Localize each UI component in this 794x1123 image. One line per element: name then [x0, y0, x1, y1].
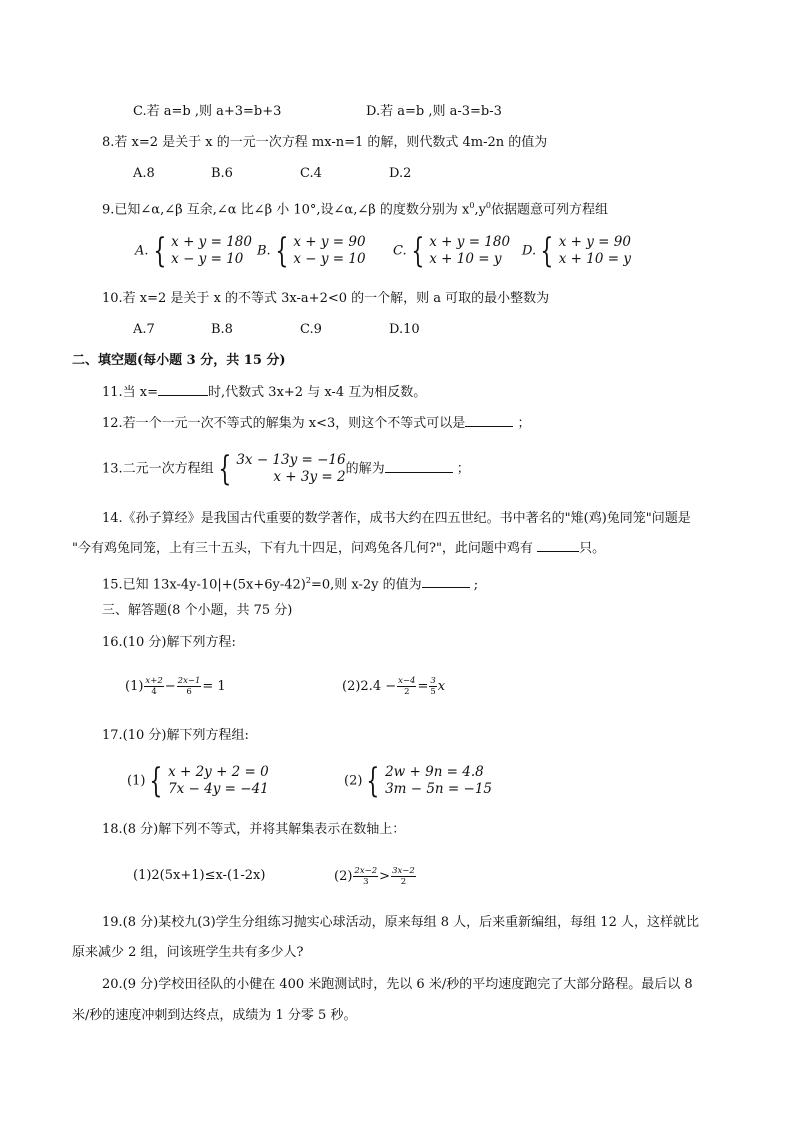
q8-option-a: A.8	[133, 166, 155, 181]
q8-option-b: B.6	[211, 166, 233, 181]
q11: 11.当 x= 时,代数式 3x+2 与 x-4 互为相反数。	[102, 385, 427, 400]
section-3-title: 三、解答题(8 个小题，共 75 分)	[102, 603, 293, 618]
q10-stem: 10.若 x=2 是关于 x 的不等式 3x-a+2<0 的一个解，则 a 可取的最小整数为	[102, 291, 550, 306]
q15-answer-blank[interactable]	[422, 575, 470, 588]
q9-option-d: D. { x + y = 90 x + 10 = y	[522, 231, 631, 271]
q20-line2: 米/秒的速度冲刺到达终点，成绩为 1 分零 5 秒。	[72, 1008, 357, 1023]
q18-part-1: (1)2(5x+1)≤x-(1-2x)	[133, 868, 266, 883]
q19-line1: 19.(8 分)某校九(3)学生分组练习抛实心球活动，原来每组 8 人，后来重新编组，每组 12 人，这样就比	[102, 915, 699, 930]
q13: 13.二元一次方程组 { 3x − 13y = −16 x + 3y = 2的解为 ；	[102, 449, 470, 489]
q9-option-b: B. { x + y = 90 x − y = 10	[257, 231, 366, 271]
q16-part-1: (1) $\frac{x+2}{4}$ − $\frac{2x-1}{6}$ = 1	[125, 676, 226, 697]
q10-option-a: A.7	[133, 322, 155, 337]
q9-stem: 9.已知∠α,∠β 互余,∠α 比∠β 小 10°,设∠α,∠β 的度数分别为 $x^0,y^0$依据题意可列方程组	[102, 201, 609, 218]
q17-stem: 17.(10 分)解下列方程组:	[102, 728, 249, 743]
q8-option-c: C.4	[300, 166, 322, 181]
q19-line2: 原来减少 2 组，问该班学生共有多少人?	[72, 945, 304, 960]
q11-answer-blank[interactable]	[158, 383, 208, 396]
q12: 12.若一个一元一次不等式的解集为 x<3，则这个不等式可以是 ；	[102, 416, 531, 431]
q7-option-c: C.若 a=b ,则 a+3=b+3	[133, 104, 282, 119]
q15: 15.已知 $13x-4y-10|+(5x+6y-42)^2=0$,则 x-2y 的值为 ;	[102, 576, 479, 593]
q17-part-2: (2) { 2w + 9n = 4.8 3m − 5n = −15	[344, 761, 493, 801]
q10-option-b: B.8	[211, 322, 233, 337]
q9-option-a: A. { x + y = 180 x − y = 10	[135, 231, 252, 271]
section-2-title: 二、填空题(每小题 3 分，共 15 分)	[72, 353, 286, 368]
q18-part-2: (2) $\frac{2x-2}{3}$ > $\frac{3x-2}{2}$	[334, 866, 415, 887]
q8-stem: 8.若 x=2 是关于 x 的一元一次方程 mx-n=1 的解，则代数式 4m-2n 的值为	[102, 135, 548, 150]
q14-line1: 14.《孙子算经》是我国古代重要的数学著作，成书大约在四五世纪。书中著名的"雉(鸡)兔同笼"问题是	[102, 511, 691, 526]
q17-part-1: (1) { x + 2y + 2 = 0 7x − 4y = −41	[127, 761, 269, 801]
q12-answer-blank[interactable]	[465, 414, 513, 427]
q10-option-c: C.9	[300, 322, 322, 337]
q9-option-c: C. { x + y = 180 x + 10 = y	[393, 231, 511, 271]
q10-option-d: D.10	[389, 322, 420, 337]
q20-line1: 20.(9 分)学校田径队的小健在 400 米跑测试时，先以 6 米/秒的平均速度跑完了大部分路程。最后以 8	[102, 977, 693, 992]
q13-answer-blank[interactable]	[385, 460, 453, 473]
q16-stem: 16.(10 分)解下列方程:	[102, 635, 236, 650]
q18-stem: 18.(8 分)解下列不等式，并将其解集表示在数轴上：	[102, 822, 406, 837]
q16-part-2: (2)2.4 − $\frac{x-4}{2}$ = $\frac{3}{5}$ x	[342, 676, 446, 697]
q14-answer-blank[interactable]	[537, 539, 579, 552]
q8-option-d: D.2	[389, 166, 412, 181]
q14-line2: "今有鸡兔同笼，上有三十五头，下有九十四足，问鸡兔各几何?"，此问题中鸡有 只。	[72, 541, 606, 556]
q7-option-d: D.若 a=b ,则 a-3=b-3	[366, 104, 502, 119]
